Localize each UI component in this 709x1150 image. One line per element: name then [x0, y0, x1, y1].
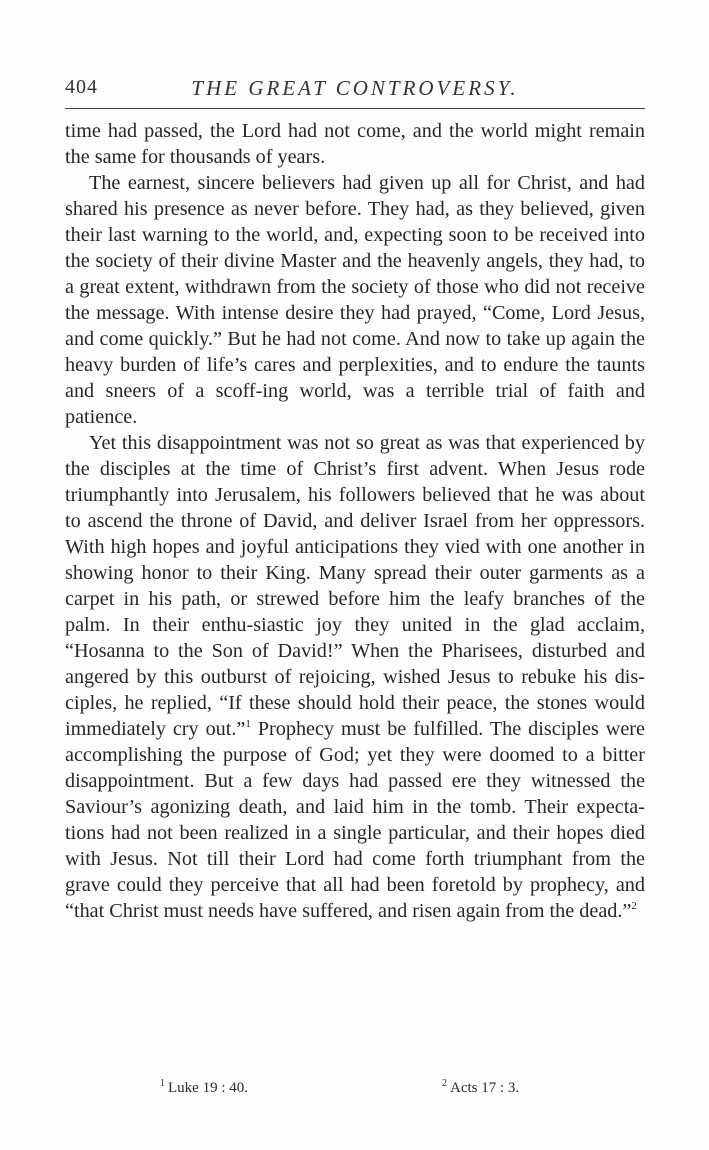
paragraph-3	[65, 430, 645, 924]
footnotes	[160, 1080, 610, 1104]
footnote-2-marker: 2	[442, 1078, 447, 1089]
footnote-1-text: Luke 19 : 40.	[168, 1080, 248, 1096]
footnote-ref-2: 2	[631, 900, 637, 912]
footnote-1	[160, 1080, 248, 1097]
header-rule	[65, 108, 645, 109]
paragraph-2: The earnest, sincere believers had given up all for Christ, and had shared his presence as never before. They had, as they believed, given their last warning to the world, and, expecting soon to be received into the society of their divine Master and the heavenly angels, they had, to a great extent, withdrawn from the society of those who did not receive the message. With intense desire they had prayed, “Come, Lord Jesus, and come quickly.” But he had not come. And now to take up again the heavy burden of life’s cares and perplexities, and to endure the taunts and sneers of a scoff-ing world, was a terrible trial of faith and patience.	[65, 172, 645, 428]
page-number: 404	[65, 76, 98, 98]
paragraph-3-text-a: Yet this disappointment was not so great as was that experienced by the disciples at the time of Christ’s first advent. When Jesus rode triumphantly into Jerusalem, his followers believed that he was about to ascend the throne of David, and deliver Israel from her oppressors. With high hopes and joyful anticipations they vied with one another in showing honor to their King. Many spread their outer garments as a carpet in his path, or strewed before him the leafy branches of the palm. In their enthu-siastic joy they united in the glad acclaim, “Hosanna to the Son of David!” When the Pharisees, disturbed and angered by this outburst of rejoicing, wished Jesus to rebuke his dis-ciples, he replied, “If these should hold their peace, the stones would immediately cry out.”	[65, 432, 645, 740]
running-title: THE GREAT CONTROVERSY.	[191, 76, 519, 100]
footnote-ref-1: 1	[245, 718, 251, 730]
body-text	[65, 118, 645, 924]
footnote-2	[442, 1080, 519, 1097]
paragraph-1: time had passed, the Lord had not come, and the world might remain the same for thousands of years.	[65, 120, 645, 168]
footnote-2-text: Acts 17 : 3.	[450, 1080, 520, 1096]
footnote-1-marker: 1	[160, 1078, 165, 1089]
paragraph-3-text-b: Prophecy must be fulfilled. The disciples were accomplishing the purpose of God; yet they were doomed to a bitter disappointment. But a few days had passed ere they witnessed the Saviour’s agonizing death, and laid him in the tomb. Their expecta-tions had not been realized in a single particular, and their hopes died with Jesus. Not till their Lord had come forth triumphant from the grave could they perceive that all had been foretold by prophecy, and “that Christ must needs have suffered, and risen again from the dead.”	[65, 718, 645, 922]
running-head	[65, 70, 645, 110]
